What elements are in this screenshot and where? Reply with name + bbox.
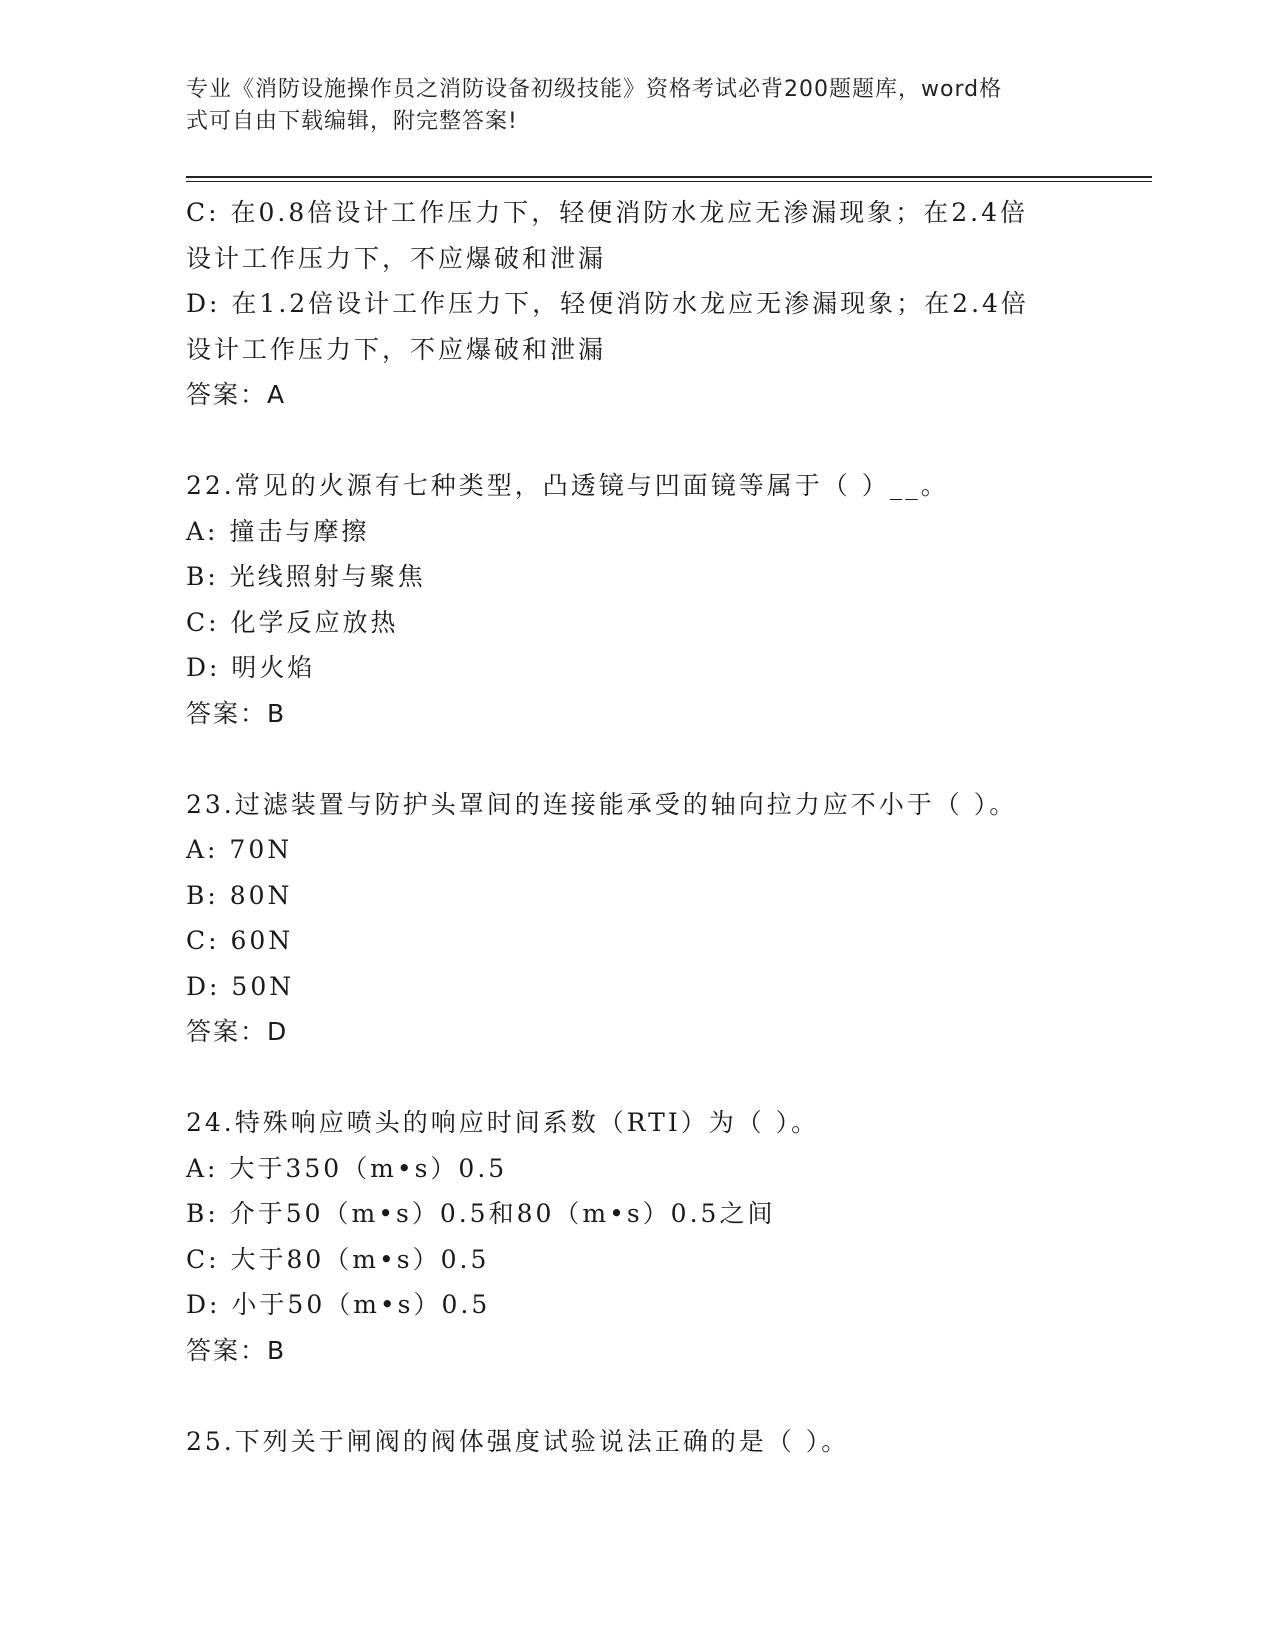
spacer (186, 418, 1086, 464)
header-divider-thick (186, 176, 1152, 178)
document-header (186, 74, 1066, 138)
header-line-1: 专业《消防设施操作员之消防设备初级技能》资格考试必背200题题库，word格 (186, 77, 1003, 102)
option-b: B: 80N (186, 880, 293, 910)
option-d: D: 小于50（m•s）0.5 (186, 1290, 491, 1319)
question-stem: 24.特殊响应喷头的响应时间系数（RTI）为（ ）。 (186, 1108, 820, 1137)
answer-line: 答案：B (186, 1335, 287, 1365)
question-stem: 22.常见的火源有七种类型，凸透镜与凹面镜等属于（ ）__。 (186, 471, 949, 500)
question-21-tail (186, 190, 1086, 418)
option-c: C: 化学反应放热 (186, 607, 399, 637)
question-24 (186, 1100, 1086, 1373)
question-stem: 25.下列关于闸阀的阀体强度试验说法正确的是（ ）。 (186, 1426, 850, 1456)
option-d: D: 明火焰 (186, 653, 316, 682)
option-c: C: 大于80（m•s）0.5 (186, 1244, 490, 1274)
spacer (186, 736, 1086, 782)
option-d: D: 50N (186, 971, 295, 1001)
option-b: B: 光线照射与聚焦 (186, 562, 426, 591)
answer-line: 答案：D (186, 1017, 289, 1046)
question-25 (186, 1419, 1086, 1465)
option-b: B: 介于50（m•s）0.5和80（m•s）0.5之间 (186, 1199, 776, 1228)
answer-line: 答案：A (186, 380, 287, 409)
option-a: A: 撞击与摩擦 (186, 516, 370, 546)
question-22 (186, 463, 1086, 736)
option-d-line-1: D: 在1.2倍设计工作压力下，轻便消防水龙应无渗漏现象；在2.4倍 (186, 289, 1029, 318)
header-divider-thin (186, 181, 1152, 182)
answer-line: 答案：B (186, 698, 287, 728)
spacer (186, 1373, 1086, 1419)
spacer (186, 1055, 1086, 1101)
question-23 (186, 782, 1086, 1055)
option-c-line-2: 设计工作压力下，不应爆破和泄漏 (186, 243, 607, 273)
option-c: C: 60N (186, 926, 294, 955)
option-a: A: 70N (186, 835, 293, 864)
question-list (186, 190, 1086, 1464)
option-d-line-2: 设计工作压力下，不应爆破和泄漏 (186, 334, 607, 364)
option-c-line-1: C: 在0.8倍设计工作压力下，轻便消防水龙应无渗漏现象；在2.4倍 (186, 198, 1029, 227)
header-line-2: 式可自由下载编辑，附完整答案! (186, 109, 518, 134)
question-stem: 23.过滤装置与防护头罩间的连接能承受的轴向拉力应不小于（ ）。 (186, 789, 1018, 819)
option-a: A: 大于350（m•s）0.5 (186, 1153, 508, 1183)
